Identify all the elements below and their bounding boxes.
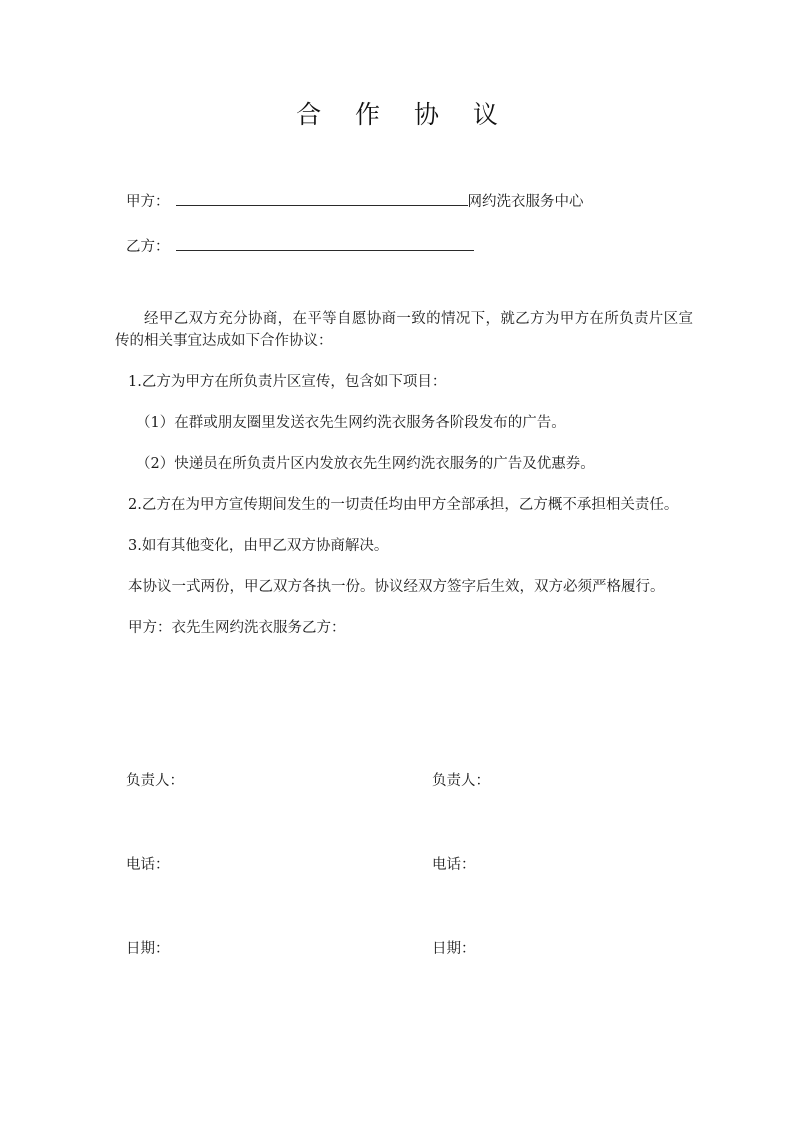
party-label-yifang: 乙方： [126,239,170,255]
page-title: 合 作 协 议 [296,100,511,129]
signature-label-date-left[interactable]: 日期： [126,941,170,957]
party-suffix-jiafang: 网约洗衣服务中心 [467,194,584,210]
clause-1-sub-2: （2）快递员在所负责片区内发放衣先生网约洗衣服务的广告及优惠券。 [136,456,595,472]
party-fields [126,188,726,256]
party-row-yifang [126,233,726,256]
signature-intro-line: 甲方：衣先生网约洗衣服务乙方： [128,620,346,636]
clause-1: 1.乙方为甲方在所负责片区宣传，包含如下项目： [128,374,447,390]
signature-row-phone [126,854,666,876]
paragraph-preamble: 经甲乙双方充分协商，在平等自愿协商一致的情况下，就乙方为甲方在所负责片区宣传的相关事宜达成如下合作协议： [115,311,693,349]
clause-3: 3.如有其他变化，由甲乙双方协商解决。 [128,538,389,554]
party-input-yifang[interactable] [176,233,474,251]
signature-label-responsible-right[interactable]: 负责人： [432,773,490,789]
party-row-jiafang [126,188,726,211]
signature-row-date [126,938,666,960]
agreement-body [115,308,693,639]
paragraph-closing: 本协议一式两份，甲乙双方各执一份。协议经双方签字后生效，双方必须严格履行。 [128,579,665,595]
party-input-jiafang[interactable] [176,188,468,206]
clause-1-sub-1: （1）在群或朋友圈里发送衣先生网约洗衣服务各阶段发布的广告。 [136,415,566,431]
signature-label-date-right[interactable]: 日期： [432,941,476,957]
signature-block [126,770,666,960]
signature-label-phone-left[interactable]: 电话： [126,857,170,873]
signature-label-responsible-left[interactable]: 负责人： [126,773,184,789]
party-label-jiafang: 甲方： [126,194,170,210]
clause-2: 2.乙方在为甲方宣传期间发生的一切责任均由甲方全部承担，乙方概不承担相关责任。 [128,497,679,513]
signature-row-responsible [126,770,666,792]
signature-label-phone-right[interactable]: 电话： [432,857,476,873]
